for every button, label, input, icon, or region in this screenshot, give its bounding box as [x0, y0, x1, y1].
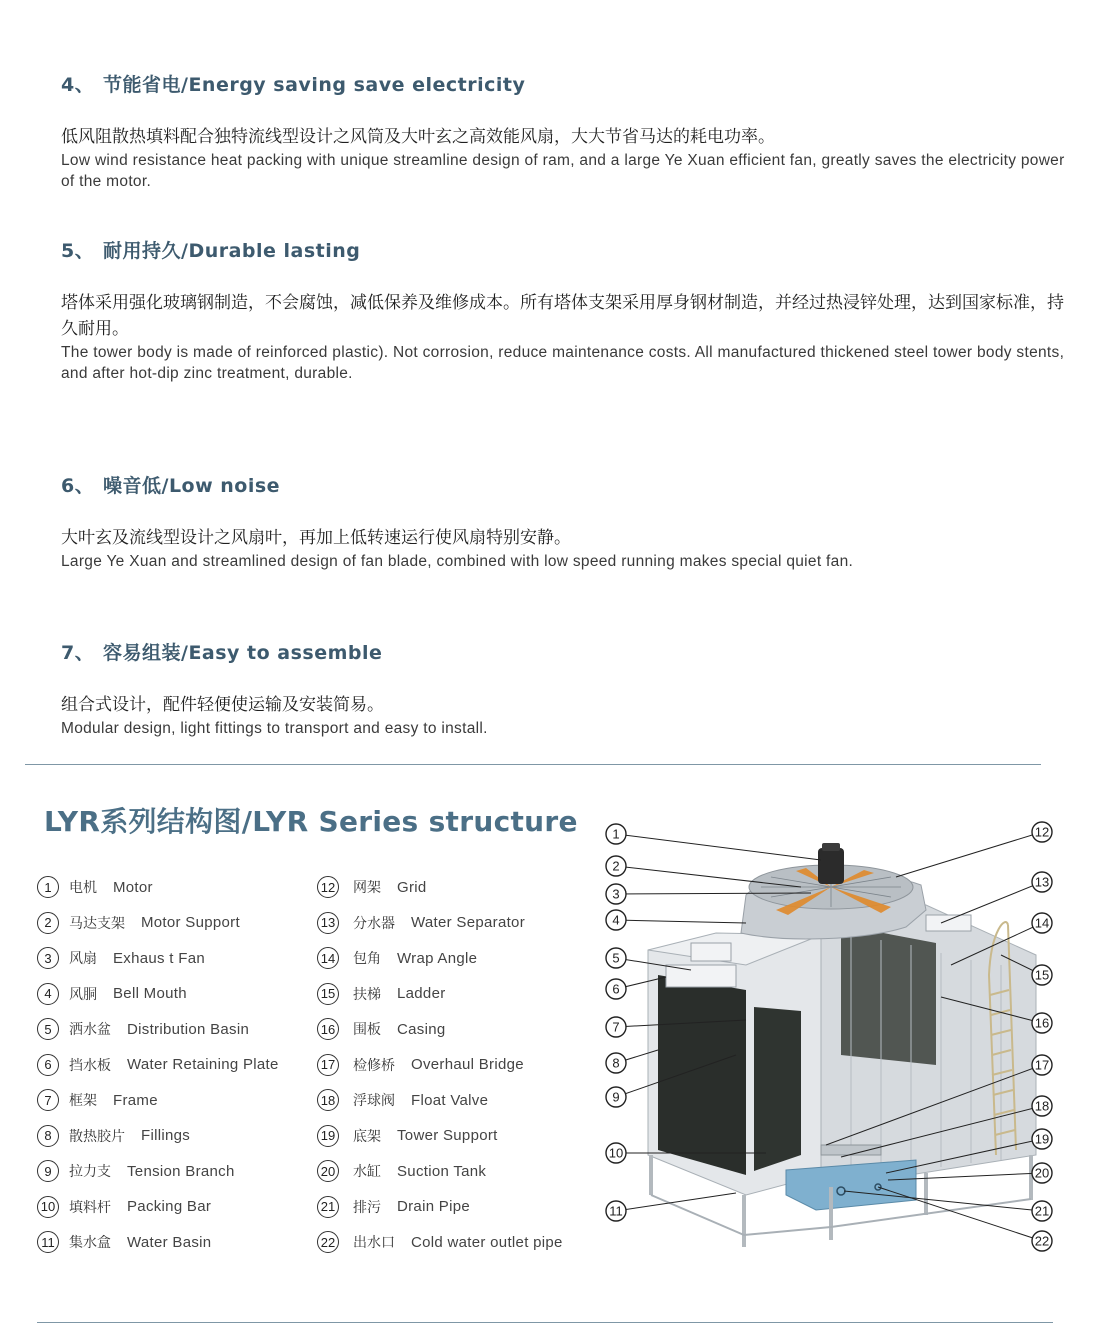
motor — [818, 848, 844, 884]
part-item — [317, 874, 427, 900]
callout-number: 15 — [1034, 967, 1050, 983]
part-number-badge: 18 — [317, 1089, 339, 1111]
callout-number: 21 — [1034, 1203, 1050, 1219]
section-text-en: Low wind resistance heat packing with unique streamline design of ram, and a large Ye Xuan efficient fan, greatly saves the electricity power of the motor. — [61, 152, 1065, 190]
part-item — [317, 1158, 486, 1184]
part-name-en: Bell Mouth — [113, 985, 187, 1002]
callout-line — [878, 1187, 1042, 1241]
part-number-badge: 12 — [317, 876, 339, 898]
callout-number: 17 — [1034, 1057, 1050, 1073]
part-name-en: Suction Tank — [397, 1162, 487, 1180]
part-name-zh: 扶梯 — [353, 986, 381, 1003]
callout-number: 10 — [608, 1145, 624, 1161]
callout-line — [616, 834, 821, 860]
callout-number: 12 — [1034, 824, 1050, 840]
callout-number: 8 — [612, 1055, 620, 1071]
section-text-zh: 大叶玄及流线型设计之风扇叶，再加上低转速运行使风扇特别安静。 — [61, 528, 571, 548]
callout-number: 18 — [1034, 1098, 1050, 1114]
divider-bottom — [37, 1322, 1053, 1323]
part-name-en: Float Valve — [411, 1091, 489, 1109]
part-item — [37, 910, 240, 936]
part-name-zh: 拉力支 — [69, 1164, 111, 1180]
callout-number: 2 — [612, 858, 620, 874]
callout-line — [616, 920, 746, 923]
overhaul-bridge — [821, 1145, 881, 1155]
section-text-zh: 组合式设计，配件轻便使运输及安装简易。 — [61, 695, 384, 715]
part-item — [37, 1229, 211, 1255]
part-number-badge: 14 — [317, 947, 339, 969]
part-name-zh: 围板 — [353, 1022, 381, 1038]
callout-line — [616, 1193, 736, 1211]
callout-number: 16 — [1034, 1015, 1050, 1031]
section-number: 5、 — [61, 240, 95, 262]
part-name-zh: 底架 — [353, 1128, 381, 1145]
part-name-en: Wrap Angle — [397, 949, 478, 967]
part-number-badge: 15 — [317, 983, 339, 1005]
part-name-zh: 挡水板 — [69, 1057, 111, 1074]
part-number-badge: 21 — [317, 1196, 339, 1218]
part-name-en: Packing Bar — [127, 1198, 212, 1215]
part-name-en: Motor — [113, 878, 153, 896]
part-item — [317, 910, 525, 936]
section-title — [61, 638, 1071, 665]
section-text-en: Modular design, light fittings to transport and easy to install. — [61, 720, 488, 737]
part-name-zh: 风扇 — [69, 951, 97, 967]
section-text-en: Large Ye Xuan and streamlined design of fan blade, combined with low speed running makes special quiet fan. — [61, 553, 854, 570]
callout-number: 19 — [1034, 1131, 1050, 1147]
part-item — [317, 1087, 488, 1113]
section-title — [61, 236, 1071, 263]
part-name-zh: 风胴 — [69, 986, 97, 1003]
section-energy-saving — [61, 70, 1071, 192]
callout-number: 9 — [612, 1089, 620, 1105]
part-name-en: Tower Support — [397, 1127, 498, 1144]
fillings-middle — [754, 1007, 801, 1171]
part-number-badge: 13 — [317, 912, 339, 934]
callout-number: 22 — [1034, 1233, 1050, 1249]
part-name-zh: 浮球阀 — [353, 1093, 395, 1109]
fillings-right — [841, 925, 936, 1065]
part-name-en: Ladder — [397, 985, 446, 1002]
callout-number: 1 — [612, 826, 620, 842]
callout-number: 5 — [612, 950, 620, 966]
section-title — [61, 471, 1071, 498]
section-text-zh: 低风阻散热填料配合独特流线型设计之风筒及大叶玄之高效能风扇，大大节省马达的耗电功率。 — [61, 127, 775, 147]
part-item — [317, 1052, 524, 1078]
part-name-zh: 马达支架 — [69, 915, 125, 932]
part-name-zh: 集水盒 — [69, 1235, 111, 1251]
part-name-en: Grid — [397, 878, 427, 896]
section-text-en: The tower body is made of reinforced plastic). Not corrosion, reduce maintenance costs. All manufactured thickened steel tower body stents, and after hot-dip zinc treatment, durable. — [61, 344, 1065, 382]
section-durable-lasting — [61, 236, 1071, 384]
part-name-en: Exhaus t Fan — [113, 949, 205, 967]
motor-cap — [822, 843, 840, 851]
part-item — [37, 945, 205, 971]
cooling-tower-diagram — [596, 815, 1066, 1260]
callout-number: 7 — [612, 1019, 620, 1035]
part-name-en: Water Retaining Plate — [127, 1056, 279, 1073]
part-name-en: Water Basin — [127, 1233, 212, 1251]
part-name-en: Fillings — [141, 1127, 191, 1144]
callout-number: 11 — [609, 1203, 623, 1219]
structure-title: LYR系列结构图/LYR Series structure — [44, 805, 578, 838]
part-item — [37, 1194, 211, 1220]
distribution-basin — [926, 915, 971, 931]
section-low-noise — [61, 471, 1071, 572]
part-item — [317, 945, 477, 971]
part-number-badge: 7 — [37, 1089, 59, 1111]
part-name-zh: 填料杆 — [69, 1199, 111, 1216]
fillings-left — [658, 975, 746, 1175]
part-item — [317, 1194, 470, 1220]
divider-top — [25, 764, 1041, 765]
part-name-zh: 检修桥 — [353, 1057, 395, 1074]
part-number-badge: 22 — [317, 1231, 339, 1253]
part-number-badge: 10 — [37, 1196, 59, 1218]
part-name-en: Casing — [397, 1020, 446, 1038]
section-title-text: 耐用持久/Durable lasting — [103, 240, 361, 262]
part-name-zh: 散热胶片 — [69, 1128, 125, 1145]
part-number-badge: 5 — [37, 1018, 59, 1040]
part-item — [317, 1123, 498, 1149]
section-number: 4、 — [61, 74, 95, 96]
part-item — [317, 981, 446, 1007]
callout-number: 20 — [1034, 1165, 1050, 1181]
part-number-badge: 11 — [37, 1231, 59, 1253]
part-number-badge: 17 — [317, 1054, 339, 1076]
part-name-zh: 洒水盆 — [69, 1022, 111, 1038]
part-number-badge: 4 — [37, 983, 59, 1005]
section-number: 6、 — [61, 475, 95, 497]
part-number-badge: 9 — [37, 1160, 59, 1182]
part-number-badge: 19 — [317, 1125, 339, 1147]
part-name-en: Cold water outlet pipe — [411, 1233, 563, 1251]
callout-number: 4 — [612, 912, 620, 928]
part-name-zh: 水缸 — [353, 1164, 381, 1180]
callout-line — [896, 832, 1042, 877]
part-item — [37, 1123, 190, 1149]
section-number: 7、 — [61, 642, 95, 664]
callout-line — [941, 882, 1042, 923]
part-number-badge: 16 — [317, 1018, 339, 1040]
distribution-basin — [666, 965, 736, 987]
part-name-en: Tension Branch — [127, 1162, 235, 1180]
part-name-zh: 出水口 — [353, 1235, 395, 1251]
part-name-en: Frame — [113, 1091, 158, 1109]
part-name-zh: 分水器 — [353, 915, 395, 932]
part-item — [37, 1052, 279, 1078]
callout-number: 14 — [1034, 915, 1050, 931]
part-item — [37, 1087, 158, 1113]
part-number-badge: 3 — [37, 947, 59, 969]
part-name-en: Water Separator — [411, 914, 525, 931]
section-title-text: 噪音低/Low noise — [103, 475, 281, 497]
part-item — [317, 1016, 446, 1042]
callout-number: 3 — [612, 886, 620, 902]
part-name-zh: 电机 — [69, 880, 97, 896]
section-easy-assemble — [61, 638, 1071, 739]
part-name-zh: 网架 — [353, 880, 381, 896]
section-title — [61, 70, 1071, 97]
part-name-en: Overhaul Bridge — [411, 1056, 524, 1073]
part-number-badge: 20 — [317, 1160, 339, 1182]
callout-number: 6 — [612, 981, 620, 997]
callout-number: 13 — [1034, 874, 1050, 890]
part-name-en: Drain Pipe — [397, 1198, 471, 1215]
part-item — [37, 874, 153, 900]
part-number-badge: 2 — [37, 912, 59, 934]
section-title-text: 容易组装/Easy to assemble — [103, 642, 383, 664]
part-number-badge: 8 — [37, 1125, 59, 1147]
part-name-zh: 排污 — [353, 1199, 381, 1216]
distribution-basin — [691, 943, 731, 961]
part-item — [317, 1229, 563, 1255]
part-name-zh: 包角 — [353, 951, 381, 967]
part-number-badge: 6 — [37, 1054, 59, 1076]
part-name-zh: 框架 — [69, 1093, 97, 1109]
part-item — [37, 981, 187, 1007]
part-item — [37, 1158, 235, 1184]
part-name-en: Motor Support — [141, 914, 240, 931]
section-text-zh: 塔体采用强化玻璃钢制造，不会腐蚀，减低保养及维修成本。所有塔体支架采用厚身钢材制造，并经过热浸锌处理，达到国家标准，持久耐用。 — [61, 293, 1064, 339]
part-number-badge: 1 — [37, 876, 59, 898]
section-title-text: 节能省电/Energy saving save electricity — [103, 74, 526, 96]
part-name-en: Distribution Basin — [127, 1020, 250, 1038]
part-item — [37, 1016, 249, 1042]
